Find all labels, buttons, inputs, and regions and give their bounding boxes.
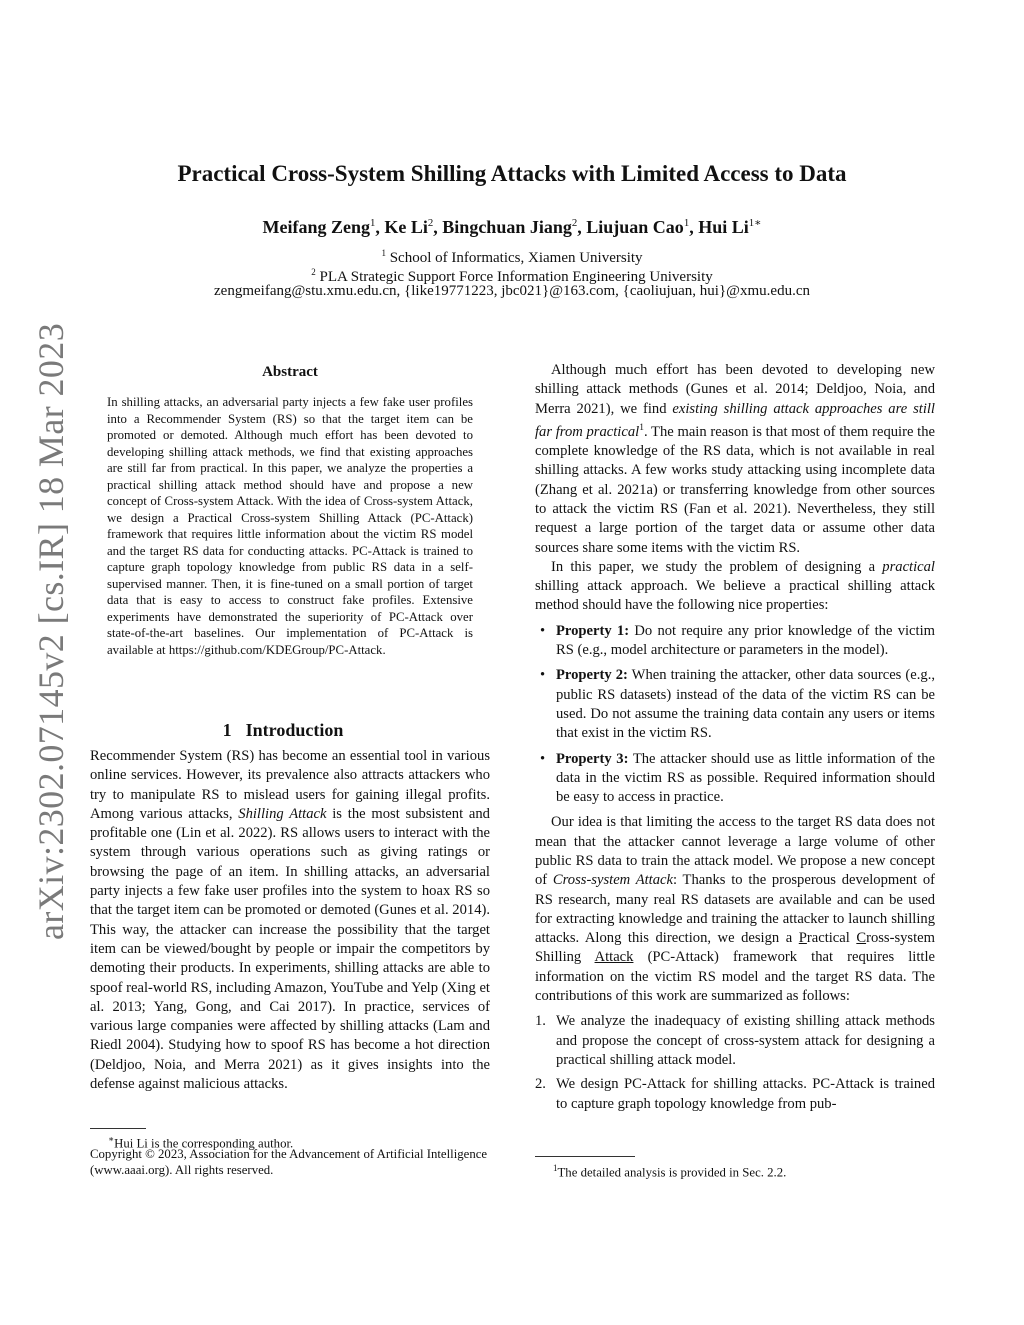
property-list — [535, 622, 935, 808]
right-column — [535, 361, 935, 1119]
bullet-icon: • — [540, 750, 546, 767]
copyright-notice: Copyright © 2023, Association for the Advancement of Artificial Intelligence (www.aaai.org). All rights reserved. — [90, 1147, 488, 1177]
list-item: 2. We design PC-Attack for shilling attacks. PC-Attack is trained to capture graph topology knowledge from pub- — [535, 1076, 935, 1112]
footnote-divider — [90, 1128, 146, 1129]
author: Ke Li — [384, 217, 428, 237]
list-item: • Property 2: When training the attacker, other data sources (e.g., public RS datasets) instead of the data of the victim RS can be used. Do not assume the training data contain any users or items that exist in the victim RS. — [540, 667, 935, 742]
author-emails: zengmeifang@stu.xmu.edu.cn, {like19771223, jbc021}@163.com, {caoliujuan, hui}@xmu.edu.cn — [214, 283, 810, 299]
bullet-icon: • — [540, 667, 546, 684]
affiliation: $^1$ School of Informatics, Xiamen University — [381, 248, 643, 266]
section-title: Introduction — [245, 720, 344, 740]
paragraph: Our idea is that limiting the access to the target RS data does not mean that the attacker cannot leverage a large volume of other public RS data to train the attack model. We propose a new concept of Cross-system Attack: Thanks to the prosperous development of RS research, many real RS datasets are available and can be used for extracting knowledge and training the attacker to launch shilling attacks. Along this direction, we design a Practical Cross-system Shilling Attack (PC-Attack) framework that requires little information on the victim RS model and the target RS data. The contributions of this work are summarized as follows: — [535, 814, 935, 1005]
affiliation: $^2$ PLA Strategic Support Force Information Engineering University — [311, 267, 713, 285]
abstract-heading: Abstract — [262, 364, 318, 380]
section-heading-introduction — [90, 720, 490, 741]
list-item: 1. We analyze the inadequacy of existing shilling attack methods and propose the concept of cross-system attack for designing a practical shilling attack model. — [535, 1013, 935, 1068]
abstract-text: In shilling attacks, an adversarial party injects a few fake user profiles into a Recommender System (RS) so that the target item can be promoted or demoted. Although much effort has been devoted to developing shilling attack methods, we find that existing approaches are still far from practical. In this paper, we analyze the properties a practical shilling attack method should have and propose a new concept of Cross-system Attack. With the idea of Cross-system Attack, we design a Practical Cross-system Shilling Attack (PC-Attack) framework that requires little information about the victim RS model and the target RS data for conducting attacks. PC-Attack is trained to capture graph topology knowledge from public RS data in a self-supervised manner. Then, it is fine-tuned on a small portion of target data that is easy to access to construct fake profiles. Extensive experiments have demonstrated the superiority of PC-Attack over state-of-the-art baselines. Our implementation of PC-Attack is available at https://github.com/KDEGroup/PC-Attack. — [107, 395, 473, 657]
author: Liujuan Cao — [586, 217, 684, 237]
paper-title: Practical Cross-System Shilling Attacks with Limited Access to Data — [177, 161, 847, 186]
arxiv-identifier: arXiv:2302.07145v2 [cs.IR] 18 Mar 2023 — [31, 322, 71, 940]
author: Hui Li — [698, 217, 749, 237]
intro-paragraph: Recommender System (RS) has become an essential tool in various online services. However, its prevalence also attracts attackers who try to manipulate RS to mislead users for gaining illegal profits. Among various attacks, Shilling Attack is the most subsistent and profitable one (Lin et al. 2022). RS allows users to interact with the system through various operations such as giving ratings or browsing the page of an item. In shilling attacks, an adversarial party injects a few fake user profiles into the system to hoax RS so that the target item can be promoted or demoted (Gunes et al. 2014). This way, the attacker can increase the possibility that the target item can be viewed/bought by people or impair the competitors by demoting their products. In experiments, shilling attacks are able to spoof real-world RS, including Amazon, YouTube and Yelp (Xing et al. 2013; Yang, Gong, and Cai 2017). In practice, services of various large companies were affected by shilling attacks (Lam and Riedl 2004). Studying how to spoof RS has become a hot direction (Deldjoo, Noia, and Merra 2021) as it gives insights into the defense against malicious attacks. — [90, 748, 490, 1093]
author-list: Meifang Zeng$^1$, Ke Li$^2$, Bingchuan Jiang$^2$, Liujuan Cao$^1$, Hui $Li^{1∗}$ — [262, 217, 762, 237]
author: Meifang Zeng — [262, 217, 370, 237]
footnote-divider — [535, 1156, 635, 1157]
section-number: 1 — [222, 720, 232, 740]
paragraph: In this paper, we study the problem of designing a practical shilling attack approach. We believe a practical shilling attack method should have the following nice properties: — [535, 558, 935, 614]
list-item: • Property 3: The attacker should use as little information of the data in the victim RS as possible. Required information should be easy to access in practice. — [540, 750, 935, 806]
footnote-corresponding-author: ∗Hui Li is the corresponding author. — [108, 1134, 294, 1151]
bullet-icon: • — [540, 622, 546, 639]
list-item: • Property 1: Do not require any prior knowledge of the victim RS (e.g., model architecture or parameters in the model). — [540, 622, 935, 659]
paragraph: Although much effort has been devoted to developing new shilling attack methods (Gunes et al. 2014; Deldjoo, Noia, and Merra 2021), we find existing shilling attack approaches are still far from practical$^1$. The main reason is that most of them require the complete knowledge of the RS data, which is not available in real shilling attacks. A few works study attacking using incomplete data (Zhang et al. 2021a) or transferring knowledge from other sources to attack the victim RS (Fan et al. 2021). Nevertheless, they still request a large portion of the target data or assume other data sources share some items with the victim RS. — [535, 362, 935, 556]
author: Bingchuan Jiang — [442, 217, 572, 237]
footnote: $^1$The detailed analysis is provided in Sec. 2.2. — [553, 1163, 787, 1180]
contribution-list — [535, 1012, 935, 1113]
left-column — [90, 747, 490, 1094]
